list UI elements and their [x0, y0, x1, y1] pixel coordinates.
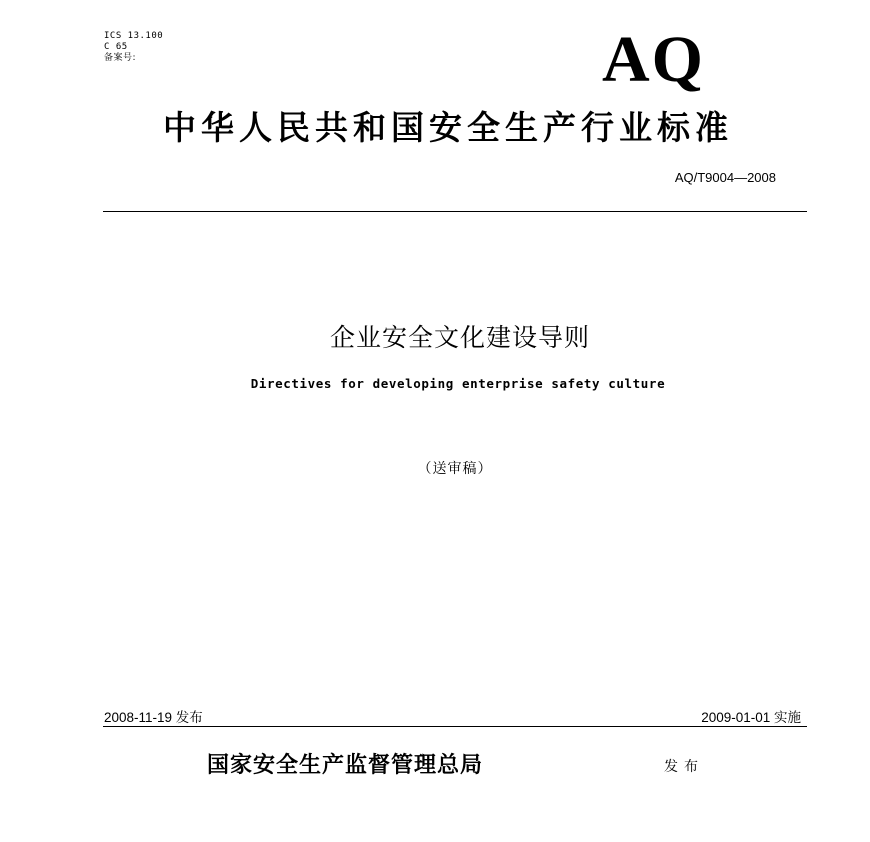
issuing-authority: 国家安全生产监督管理总局 [207, 753, 484, 778]
document-title-chinese: 企业安全文化建设导则 [329, 323, 590, 352]
issuing-action: 发布 [664, 759, 704, 775]
draft-status-note: （送审稿） [417, 461, 493, 477]
header-divider [103, 211, 807, 212]
standard-category-title: 中华人民共和国安全生产行业标准 [163, 108, 733, 147]
issue-date: 2008-11-19 发布 [104, 710, 203, 725]
document-title-english: Directives for developing enterprise safety culture [250, 376, 666, 391]
aq-logo: AQ [602, 23, 705, 96]
classification-code: C 65 [104, 42, 128, 52]
record-number-label: 备案号: [104, 53, 137, 63]
ics-code: ICS 13.100 [104, 31, 164, 41]
effective-date: 2009-01-01 实施 [701, 710, 801, 725]
standard-number: AQ/T9004—2008 [674, 170, 776, 185]
footer-divider [103, 726, 807, 727]
